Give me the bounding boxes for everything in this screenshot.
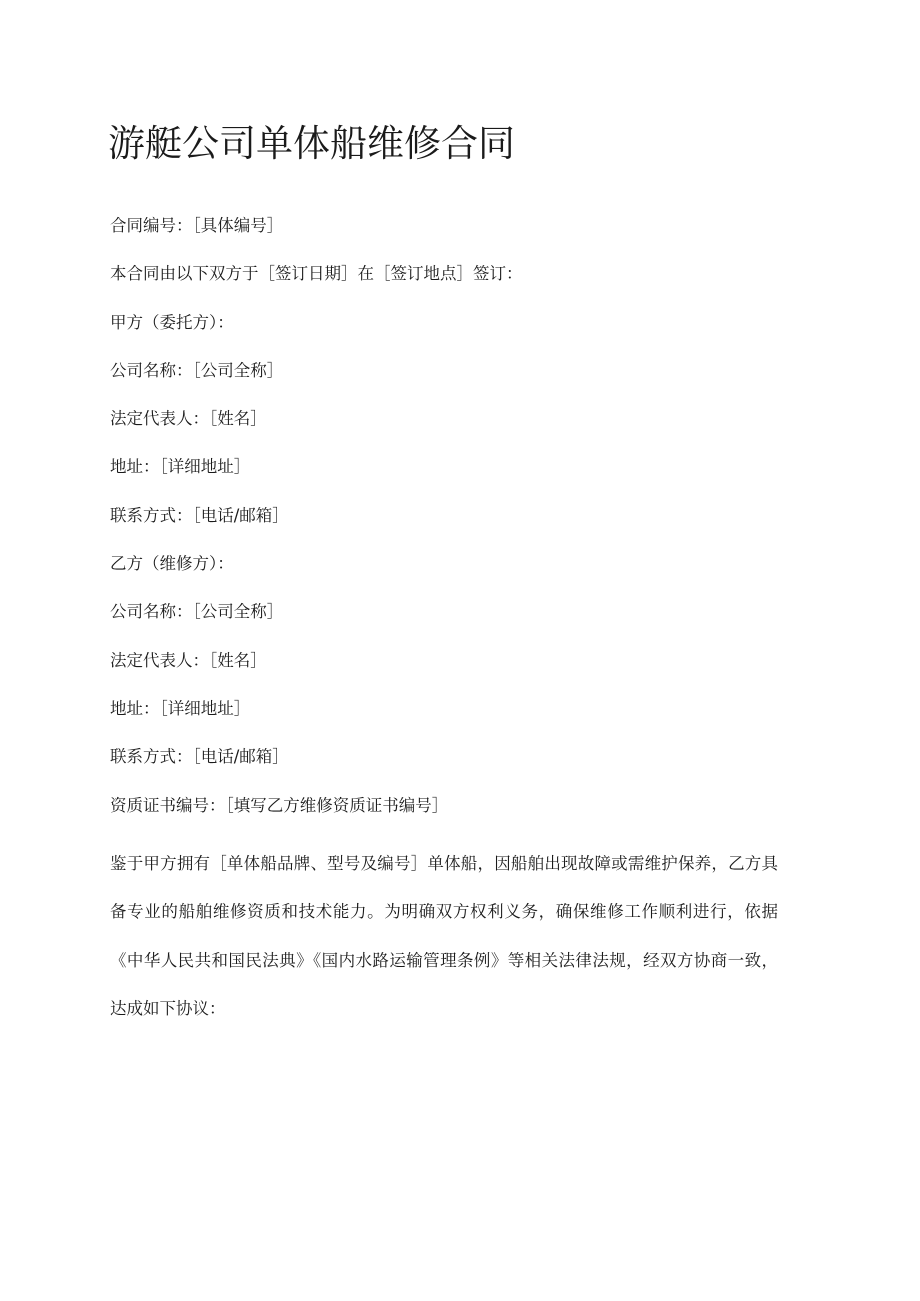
- preamble-paragraph: 鉴于甲方拥有［单体船品牌、型号及编号］单体船，因船舶出现故障或需维护保养，乙方具备专业的船舶维修资质和技术能力。为明确双方权利义务，确保维修工作顺利进行，依据《中华人民共和国民法典》《国内水路运输管理条例》等相关法律法规，经双方协商一致，达成如下协议：: [110, 854, 778, 1018]
- party-a-company-name: 公司名称：［公司全称］: [110, 360, 284, 380]
- party-b-address: 地址：［详细地址］: [110, 698, 251, 718]
- party-a-address: 地址：［详细地址］: [110, 457, 251, 477]
- contract-number-line: 合同编号：［具体编号］: [110, 216, 284, 235]
- party-b-certificate-number: 资质证书编号：［填写乙方维修资质证书编号］: [110, 795, 449, 815]
- party-b-heading: 乙方（维修方）：: [110, 554, 234, 574]
- party-b-contact: 联系方式：［电话/邮箱］: [110, 747, 289, 767]
- party-a-contact: 联系方式：［电话/邮箱］: [110, 505, 289, 525]
- document-title: 游艇公司单体船维修合同: [108, 122, 515, 165]
- signing-info-line: 本合同由以下双方于［签订日期］在［签订地点］签订：: [110, 264, 523, 284]
- party-a-heading: 甲方（委托方）：: [110, 312, 234, 332]
- party-b-company-name: 公司名称：［公司全称］: [110, 602, 284, 622]
- party-a-legal-representative: 法定代表人：［姓名］: [110, 409, 267, 429]
- party-info-block: [110, 211, 790, 839]
- party-b-legal-representative: 法定代表人：［姓名］: [110, 650, 267, 670]
